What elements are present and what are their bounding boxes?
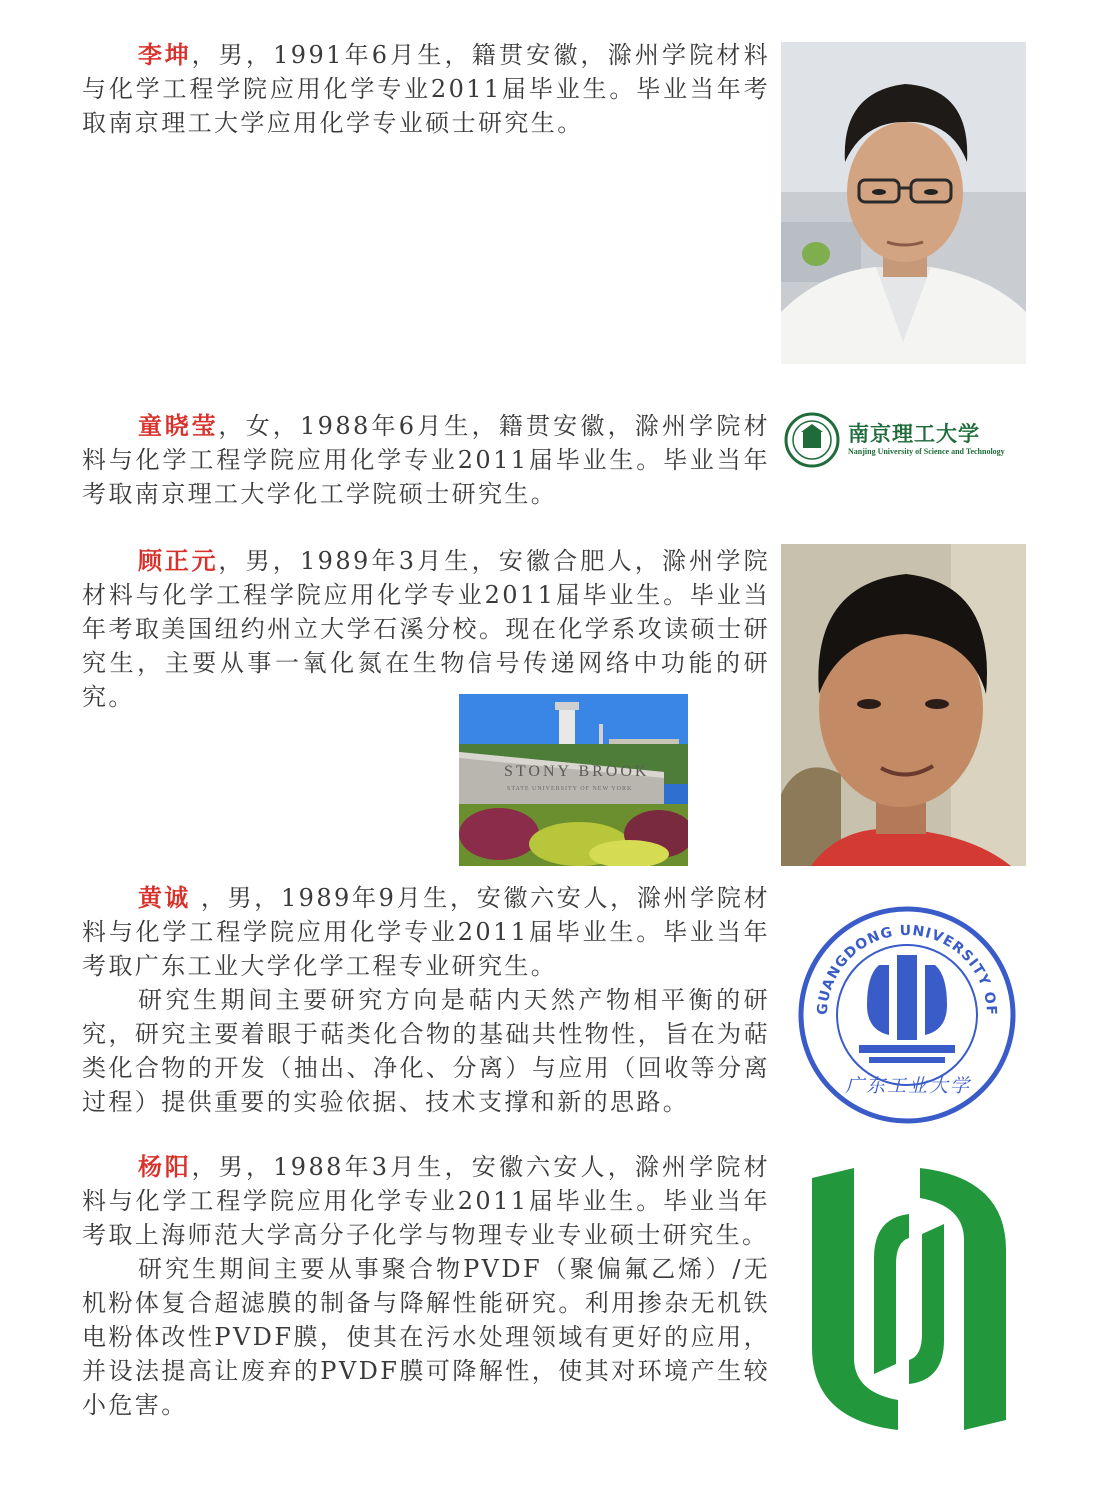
student-name: 李坤 (138, 41, 192, 69)
stony-brook-sign-subtext: STATE UNIVERSITY OF NEW YORK (507, 786, 633, 792)
entry-li-kun (82, 38, 770, 140)
entry-gu-zhengyuan (82, 544, 770, 714)
intro-text: ，男，1989年3月生，安徽合肥人，滁州学院材料与化学工程学院应用化学专业2011届毕业生。毕业当年考取美国纽约州立大学石溪分校。现在化学系攻读硕士研究生，主要从事一氧化氮在生物信号传递网络中功能的研究。 (82, 547, 770, 711)
intro-text: ，男，1991年6月生，籍贯安徽，滁州学院材料与化学工程学院应用化学专业2011届毕业生。毕业当年考取南京理工大学应用化学专业硕士研究生。 (82, 41, 771, 137)
entry-research: 研究生期间主要研究方向是萜内天然产物相平衡的研究，研究主要着眼于萜类化合物的基础共性物性，旨在为萜类化合物的开发（抽出、净化、分离）与应用（回收等分离过程）提供重要的实验依据、技术支撑和新的思路。 (82, 986, 770, 1116)
gdut-logo (797, 905, 1017, 1125)
student-name: 黄诚 (138, 884, 191, 912)
intro-text: ，女，1988年6月生，籍贯安徽，滁州学院材料与化学工程学院应用化学专业2011届毕业生。毕业当年考取南京理工大学化工学院硕士研究生。 (82, 412, 770, 508)
entry-research: 研究生期间主要从事聚合物PVDF（聚偏氟乙烯）/无机粉体复合超滤膜的制备与降解性能研究。利用掺杂无机铁电粉体改性PVDF膜，使其在污水处理领域有更好的应用，并设法提高让废弃的PVDF膜可降解性，使其对环境产生较小危害。 (82, 1255, 770, 1419)
entry-intro (82, 544, 770, 714)
student-name: 童晓莹 (138, 412, 219, 440)
gdut-ring-text: GUANGDONG UNIVERSITY OF (814, 922, 1000, 1017)
stony-brook-sign-text: STONY BROOK (504, 763, 650, 780)
gdut-name-cn: 广东工业大学 (845, 1075, 972, 1097)
entry-intro (82, 881, 770, 983)
photo-li-kun (781, 42, 1026, 364)
student-name: 顾正元 (138, 547, 219, 575)
stony-brook-campus-photo (459, 694, 688, 866)
student-name: 杨阳 (138, 1153, 192, 1181)
photo-gu-zhengyuan (781, 544, 1026, 866)
intro-text: ，男，1989年9月生，安徽六安人，滁州学院材料与化学工程学院应用化学专业2011届毕业生。毕业当年考取广东工业大学化学工程专业研究生。 (82, 884, 771, 980)
entry-intro (82, 1150, 770, 1252)
entry-tong-xiaoying (82, 409, 770, 511)
intro-text: ，男，1988年3月生，安徽六安人，滁州学院材料与化学工程学院应用化学专业2011届毕业生。毕业当年考取上海师范大学高分子化学与物理专业专业硕士研究生。 (82, 1153, 771, 1249)
entry-intro (82, 409, 770, 511)
njust-name-cn: 南京理工大学 (848, 421, 980, 446)
green-university-logo (808, 1168, 1010, 1430)
njust-name-en: Nanjing University of Science and Technology (848, 447, 1005, 456)
njust-logo (784, 412, 1029, 468)
entry-intro (82, 38, 770, 140)
entry-huang-cheng (82, 881, 770, 1119)
entry-yang-yang (82, 1150, 770, 1422)
